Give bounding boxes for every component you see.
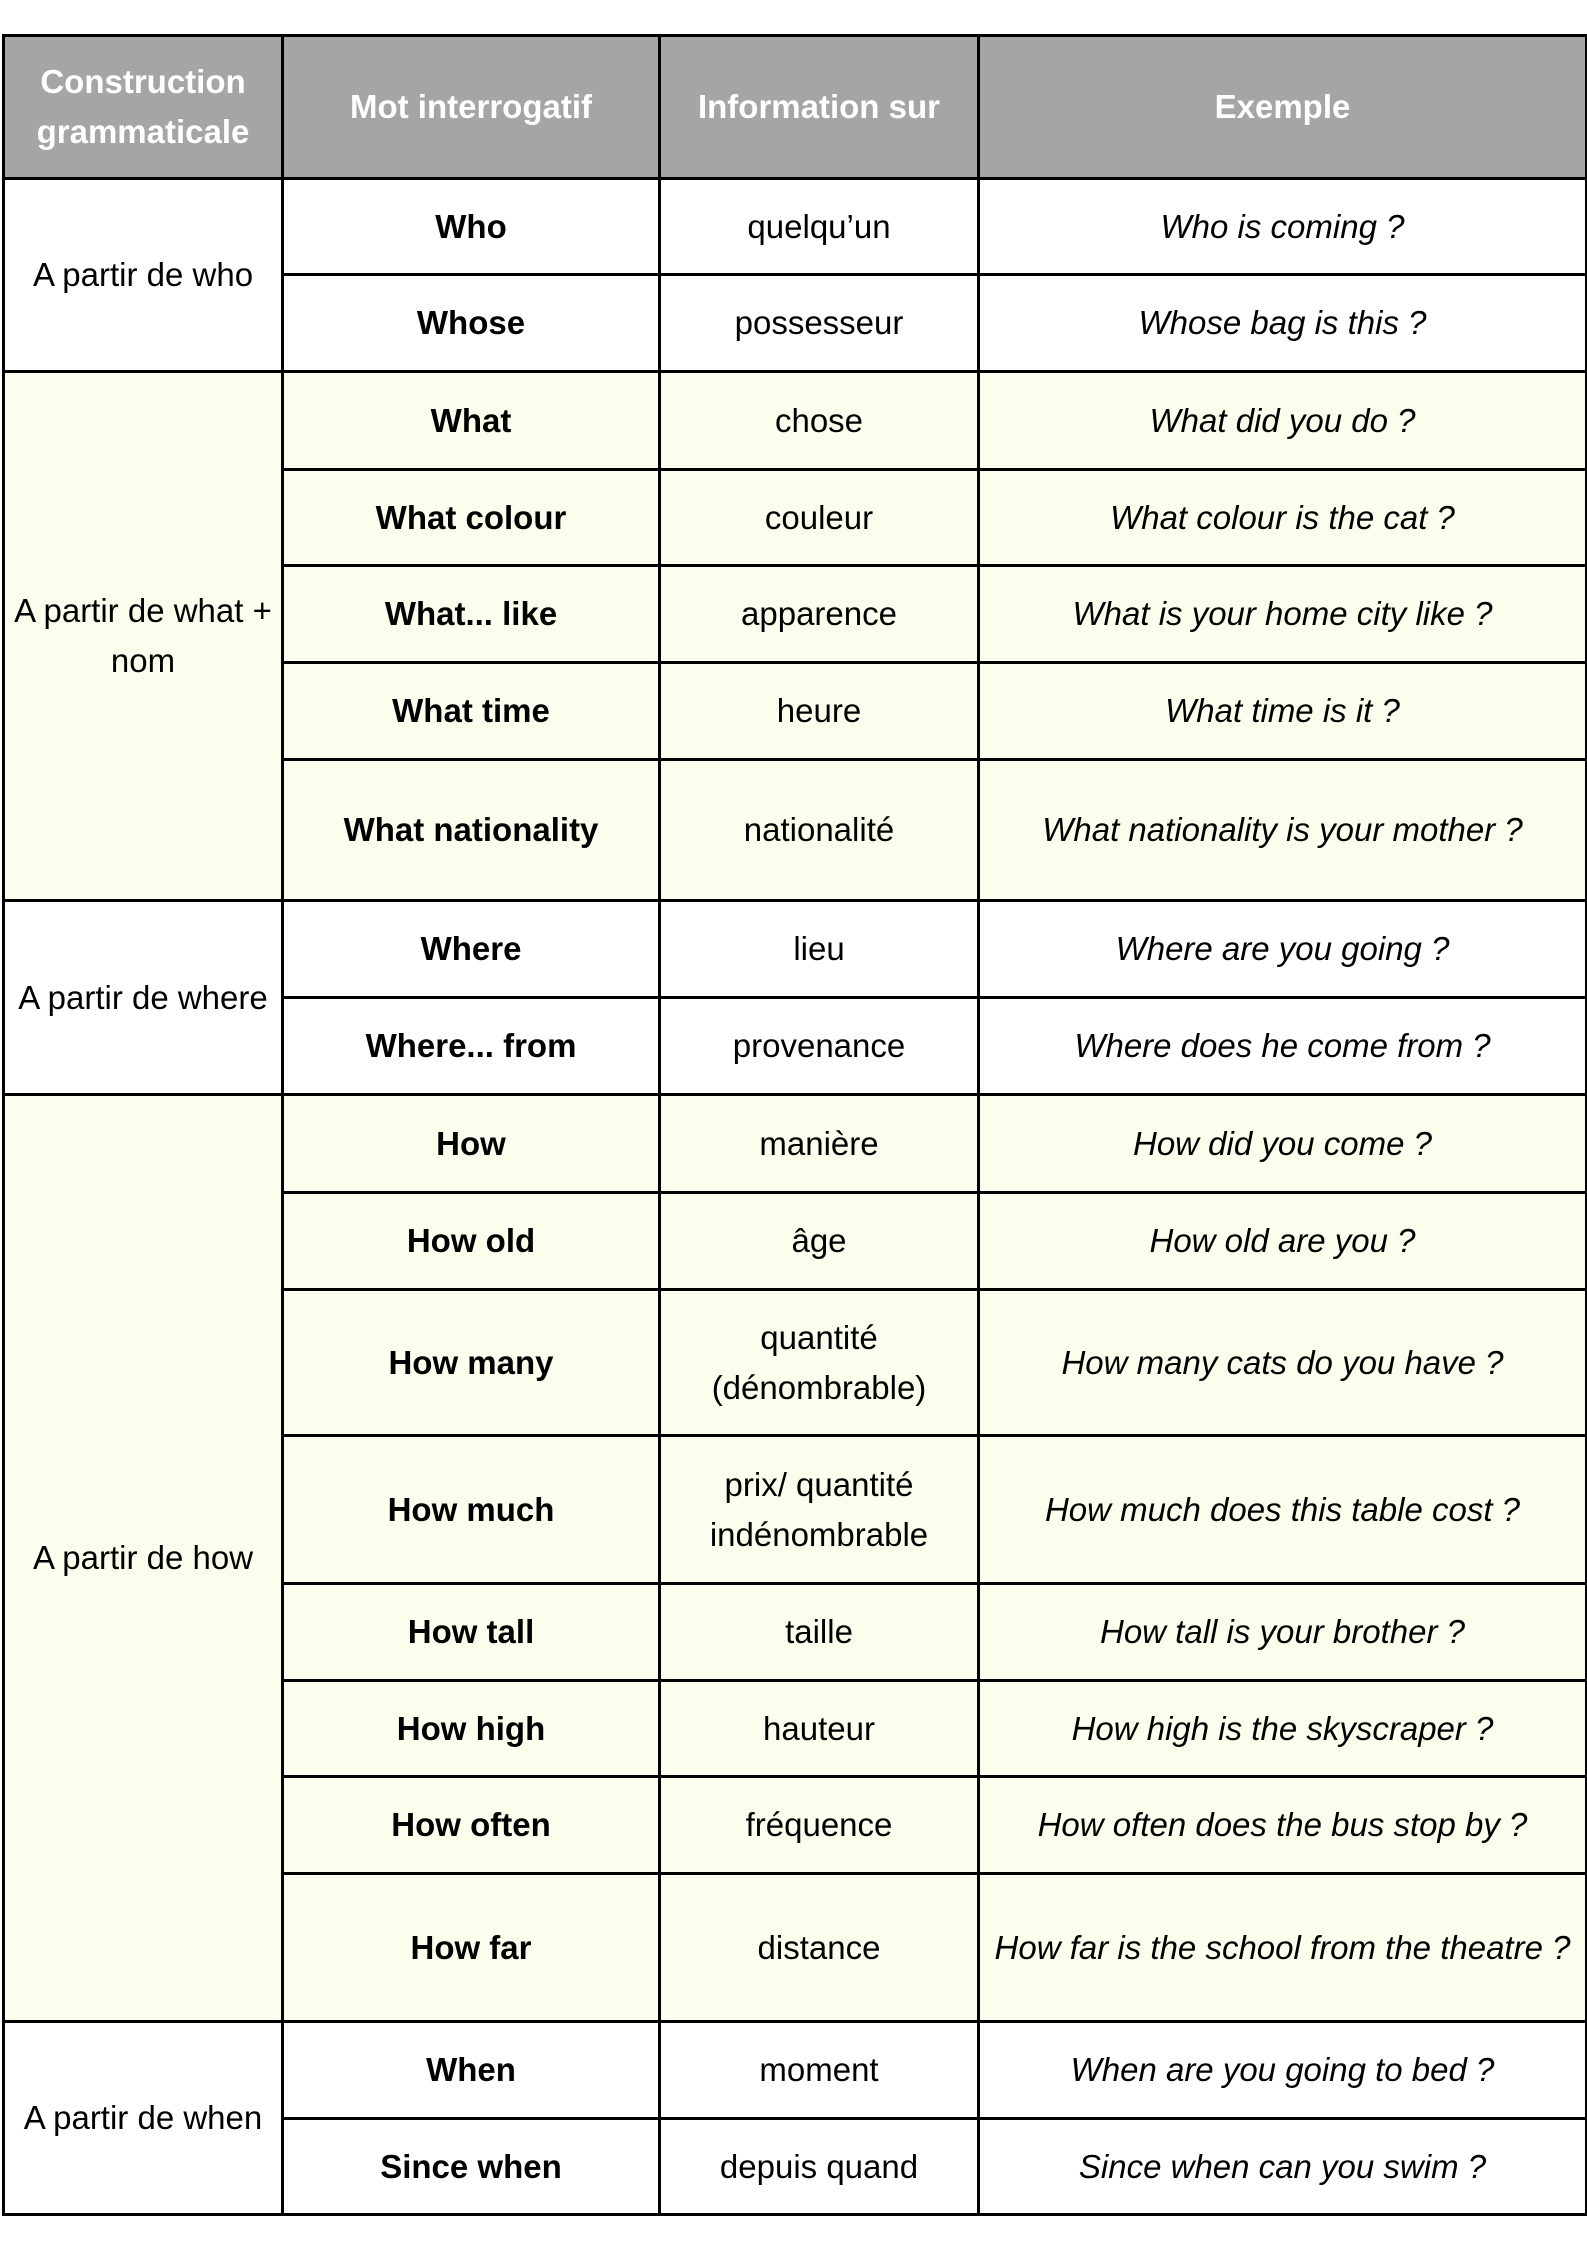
word-cell: Whose: [283, 275, 660, 372]
example-cell: Where does he come from ?: [979, 998, 1587, 1095]
example-cell: How often does the bus stop by ?: [979, 1777, 1587, 1874]
example-cell: What nationality is your mother ?: [979, 760, 1587, 901]
example-cell: How far is the school from the theatre ?: [979, 1874, 1587, 2022]
word-cell: How high: [283, 1681, 660, 1777]
example-cell: Since when can you swim ?: [979, 2119, 1587, 2215]
construction-cell: A partir de when: [4, 2022, 283, 2215]
word-cell: How old: [283, 1193, 660, 1290]
info-cell: quelqu’un: [660, 179, 979, 275]
word-cell: Where: [283, 901, 660, 998]
info-cell: lieu: [660, 901, 979, 998]
word-cell: How tall: [283, 1584, 660, 1681]
table-row: [4, 372, 1587, 470]
example-cell: How tall is your brother ?: [979, 1584, 1587, 1681]
info-cell: chose: [660, 372, 979, 470]
example-cell: Who is coming ?: [979, 179, 1587, 275]
table-body: [4, 179, 1587, 2215]
table-row: [4, 179, 1587, 275]
construction-cell: A partir de who: [4, 179, 283, 372]
info-cell: provenance: [660, 998, 979, 1095]
example-cell: What time is it ?: [979, 663, 1587, 760]
construction-cell: A partir de how: [4, 1095, 283, 2022]
info-cell: heure: [660, 663, 979, 760]
word-cell: How often: [283, 1777, 660, 1874]
word-cell: What nationality: [283, 760, 660, 901]
construction-cell: A partir de what + nom: [4, 372, 283, 901]
word-cell: What colour: [283, 470, 660, 566]
table-row: [4, 2022, 1587, 2119]
example-cell: What colour is the cat ?: [979, 470, 1587, 566]
info-cell: distance: [660, 1874, 979, 2022]
header-word: Mot interrogatif: [283, 36, 660, 179]
example-cell: How old are you ?: [979, 1193, 1587, 1290]
example-cell: How did you come ?: [979, 1095, 1587, 1193]
table-row: [4, 1095, 1587, 1193]
word-cell: Since when: [283, 2119, 660, 2215]
word-cell: Where... from: [283, 998, 660, 1095]
info-cell: possesseur: [660, 275, 979, 372]
example-cell: When are you going to bed ?: [979, 2022, 1587, 2119]
word-cell: How much: [283, 1436, 660, 1584]
word-cell: How many: [283, 1290, 660, 1436]
info-cell: hauteur: [660, 1681, 979, 1777]
info-cell: taille: [660, 1584, 979, 1681]
example-cell: How many cats do you have ?: [979, 1290, 1587, 1436]
header-construction: Construction grammaticale: [4, 36, 283, 179]
construction-cell: A partir de where: [4, 901, 283, 1095]
word-cell: How: [283, 1095, 660, 1193]
interrogative-words-table: [2, 34, 1587, 2216]
info-cell: nationalité: [660, 760, 979, 901]
word-cell: When: [283, 2022, 660, 2119]
table-row: [4, 901, 1587, 998]
info-cell: âge: [660, 1193, 979, 1290]
info-cell: apparence: [660, 566, 979, 663]
example-cell: Whose bag is this ?: [979, 275, 1587, 372]
word-cell: How far: [283, 1874, 660, 2022]
word-cell: What... like: [283, 566, 660, 663]
example-cell: How much does this table cost ?: [979, 1436, 1587, 1584]
word-cell: Who: [283, 179, 660, 275]
example-cell: Where are you going ?: [979, 901, 1587, 998]
info-cell: manière: [660, 1095, 979, 1193]
example-cell: What did you do ?: [979, 372, 1587, 470]
info-cell: prix/ quantité indénombrable: [660, 1436, 979, 1584]
header-row: [4, 36, 1587, 179]
info-cell: moment: [660, 2022, 979, 2119]
info-cell: fréquence: [660, 1777, 979, 1874]
header-example: Exemple: [979, 36, 1587, 179]
example-cell: How high is the skyscraper ?: [979, 1681, 1587, 1777]
info-cell: quantité (dénombrable): [660, 1290, 979, 1436]
word-cell: What time: [283, 663, 660, 760]
header-info: Information sur: [660, 36, 979, 179]
word-cell: What: [283, 372, 660, 470]
info-cell: couleur: [660, 470, 979, 566]
example-cell: What is your home city like ?: [979, 566, 1587, 663]
info-cell: depuis quand: [660, 2119, 979, 2215]
